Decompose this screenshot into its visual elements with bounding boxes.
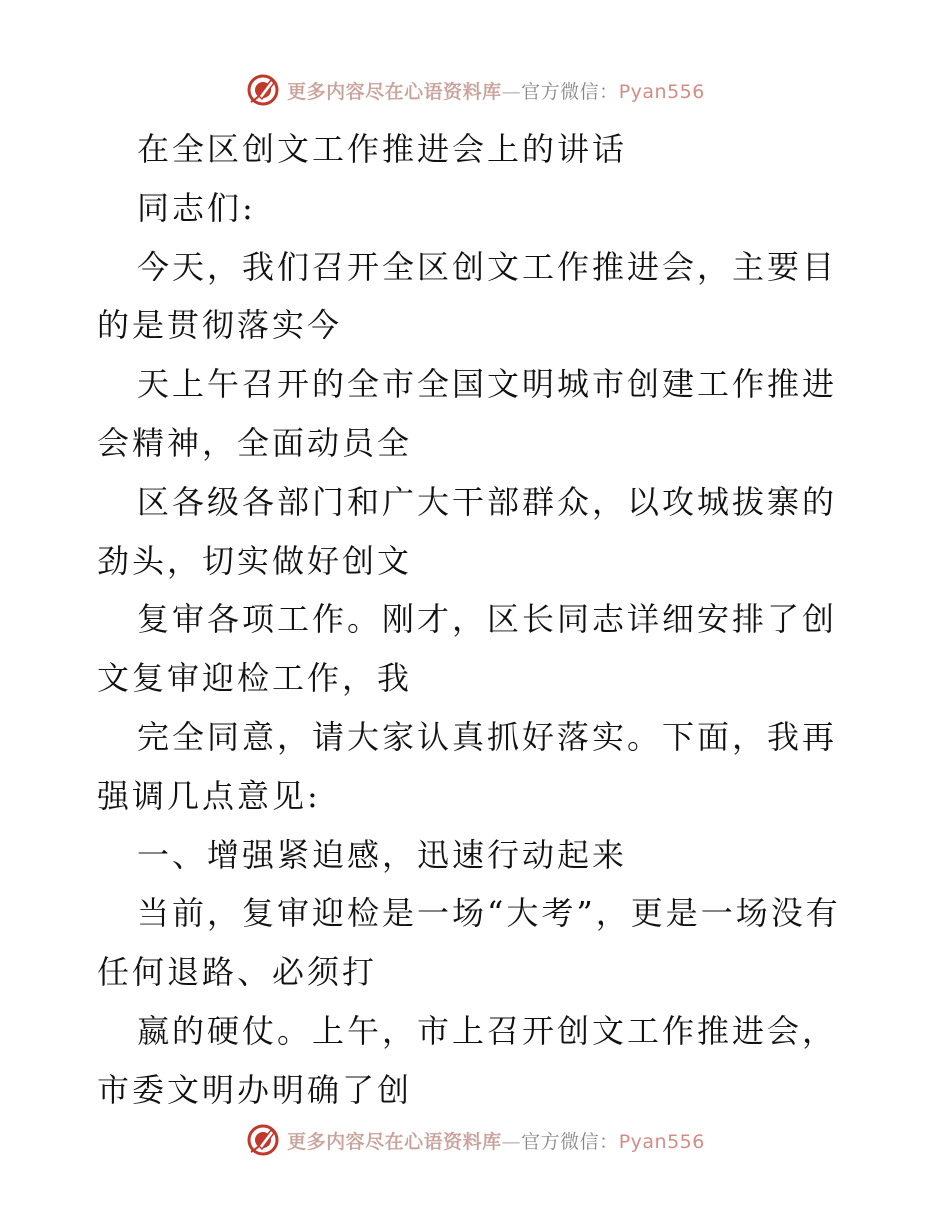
paragraph-3: 区各级各部门和广大干部群众，以攻城拔寨的劲头，切实做好创文 xyxy=(97,482,838,580)
watermark-header xyxy=(0,68,950,112)
watermark-sub-text: 官方微信： xyxy=(521,80,619,103)
watermark-dash: — xyxy=(501,80,522,103)
section-heading-1: 一、增强紧迫感，迅速行动起来 xyxy=(137,835,628,874)
watermark-id: Pyan556 xyxy=(618,80,705,103)
watermark-dash: — xyxy=(501,1130,522,1153)
watermark-sub-text: 官方微信： xyxy=(521,1130,619,1153)
paragraph-1: 今天，我们召开全区创文工作推进会，主要目的是贯彻落实今 xyxy=(97,247,838,345)
document-body xyxy=(97,120,857,1120)
paragraph-6: 当前，复审迎检是一场“大考”，更是一场没有任何退路、必须打 xyxy=(97,894,841,992)
paragraph-5: 完全同意，请大家认真抓好落实。下面，我再强调几点意见: xyxy=(97,717,838,815)
pen-logo-icon xyxy=(245,1122,281,1158)
watermark-id: Pyan556 xyxy=(618,1130,705,1153)
paragraph-2: 天上午召开的全市全国文明城市创建工作推进会精神，全面动员全 xyxy=(97,365,838,462)
watermark-main-text: 更多内容尽在心语资料库 xyxy=(287,80,502,103)
document-title: 在全区创文工作推进会上的讲话 xyxy=(137,130,628,168)
watermark-main-text: 更多内容尽在心语资料库 xyxy=(287,1130,502,1153)
paragraph-4: 复审各项工作。刚才，区长同志详细安排了创文复审迎检工作，我 xyxy=(97,600,838,698)
paragraph-7: 嬴的硬仗。上午，市上召开创文工作推进会，市委文明办明确了创 xyxy=(97,1011,838,1109)
salutation: 同志们: xyxy=(137,188,256,227)
watermark-footer xyxy=(0,1118,950,1162)
pen-logo-icon xyxy=(245,72,281,108)
